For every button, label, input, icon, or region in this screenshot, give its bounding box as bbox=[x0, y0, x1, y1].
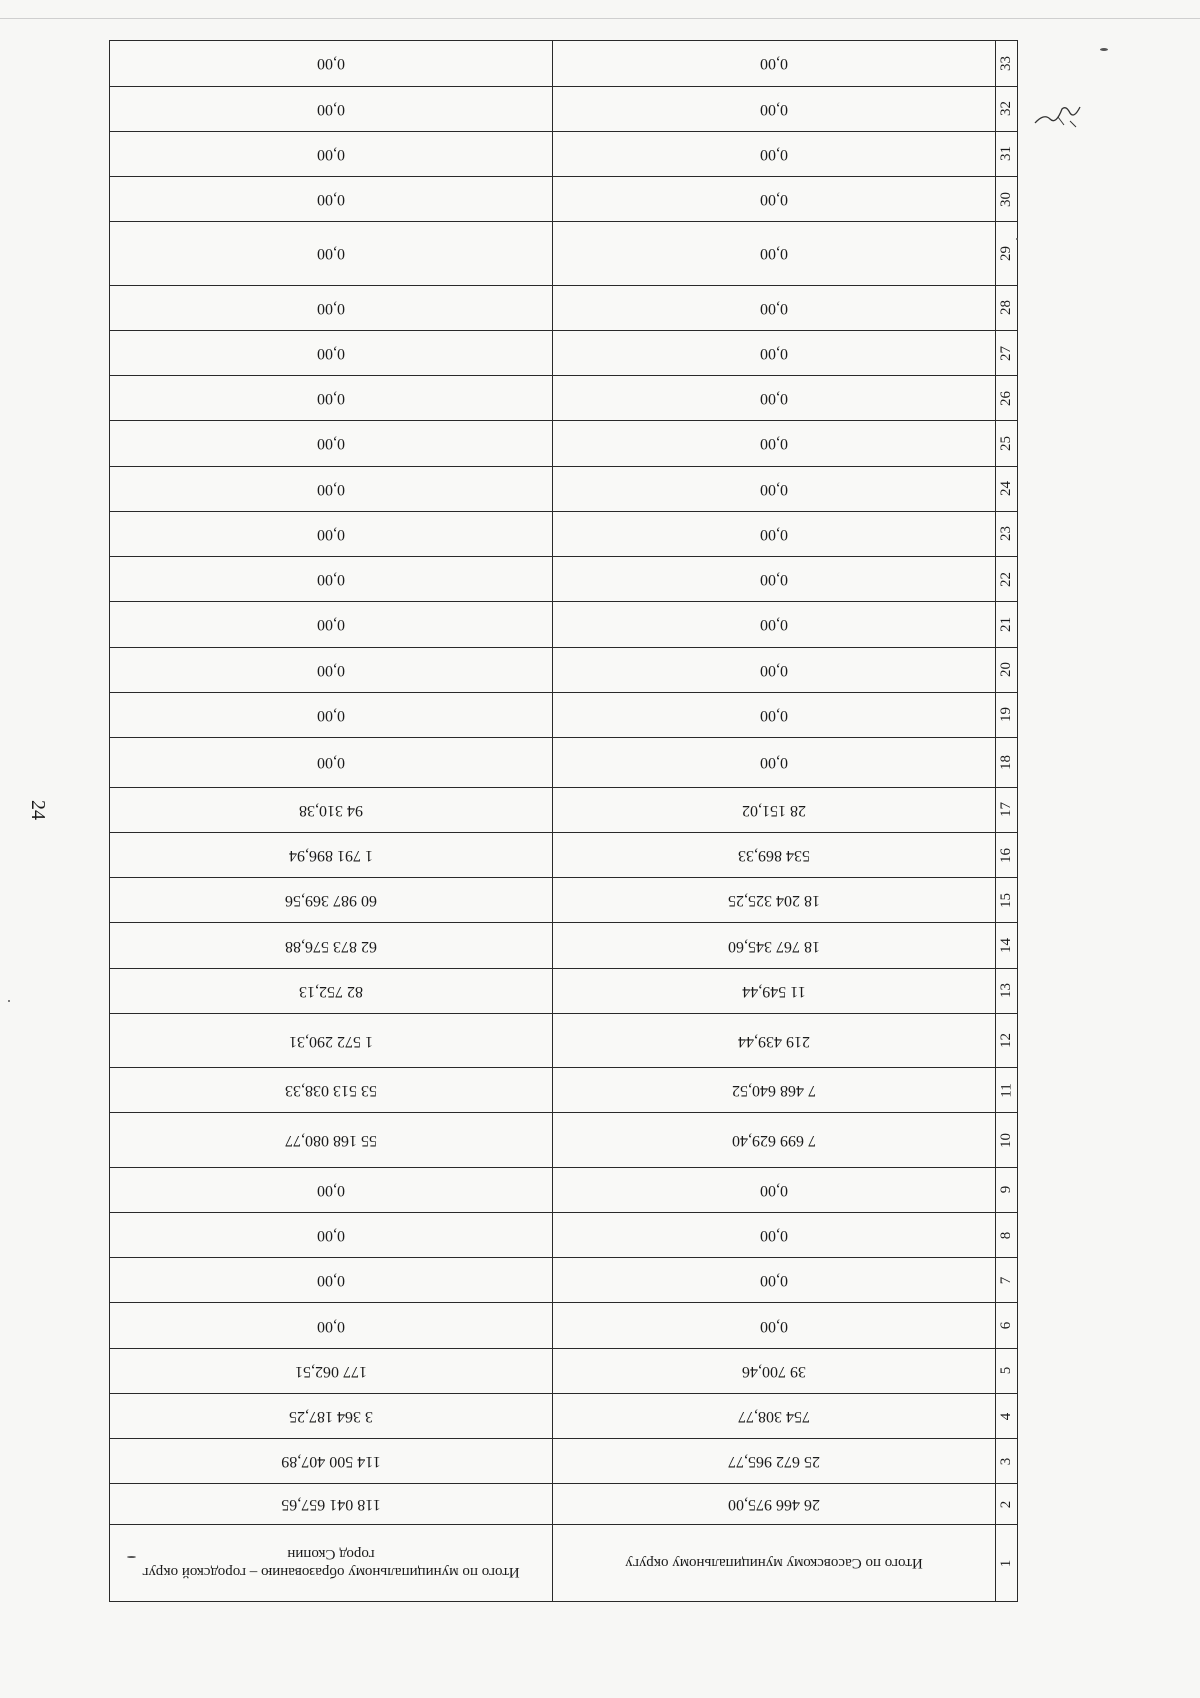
table-row bbox=[110, 41, 1018, 87]
skopin-value-cell: 0,00 bbox=[110, 177, 553, 222]
sasovo-value-cell: 0,00 bbox=[553, 1303, 996, 1348]
skopin-value-cell: 0,00 bbox=[110, 557, 553, 602]
row-number-cell bbox=[996, 511, 1018, 556]
skopin-value-cell: 0,00 bbox=[110, 602, 553, 647]
row-number-cell bbox=[996, 1303, 1018, 1348]
row-number: 20 bbox=[998, 662, 1014, 678]
row-number: 18 bbox=[998, 754, 1014, 770]
skopin-value-cell: 0,00 bbox=[110, 285, 553, 330]
skopin-value-cell: 1 572 290,31 bbox=[110, 1013, 553, 1067]
sasovo-value-cell: 0,00 bbox=[553, 177, 996, 222]
sasovo-value-cell: 0,00 bbox=[553, 330, 996, 375]
row-number: 32 bbox=[998, 101, 1014, 117]
table-row bbox=[110, 421, 1018, 466]
table-row bbox=[110, 602, 1018, 647]
row-number: 31 bbox=[998, 146, 1014, 162]
skopin-value-cell: 0,00 bbox=[110, 376, 553, 421]
row-number: 15 bbox=[998, 892, 1014, 908]
table-row bbox=[110, 1439, 1018, 1484]
row-number-cell bbox=[996, 1167, 1018, 1212]
sasovo-value-cell: 0,00 bbox=[553, 466, 996, 511]
row-number-cell bbox=[996, 647, 1018, 692]
skopin-value-cell: 0,00 bbox=[110, 466, 553, 511]
row-number: 3 bbox=[998, 1457, 1014, 1466]
skopin-value-cell: 60 987 369,56 bbox=[110, 878, 553, 923]
row-number: 17 bbox=[998, 802, 1014, 818]
skopin-value-cell: 53 513 038,33 bbox=[110, 1068, 553, 1113]
table-row bbox=[110, 692, 1018, 737]
skopin-value-cell: 0,00 bbox=[110, 222, 553, 285]
row-number-cell bbox=[996, 1439, 1018, 1484]
sasovo-value-cell: 0,00 bbox=[553, 1258, 996, 1303]
sasovo-value-cell: 18 767 345,60 bbox=[553, 923, 996, 968]
skopin-value-cell: 0,00 bbox=[110, 421, 553, 466]
row-number-cell bbox=[996, 787, 1018, 832]
table-row bbox=[110, 787, 1018, 832]
row-number-cell bbox=[996, 285, 1018, 330]
row-number-cell bbox=[996, 692, 1018, 737]
sasovo-value-cell: 26 466 975,00 bbox=[553, 1484, 996, 1525]
skopin-value-cell: 0,00 bbox=[110, 692, 553, 737]
rotated-table-frame bbox=[110, 40, 1018, 1602]
row-number: 27 bbox=[998, 345, 1014, 361]
row-number-cell bbox=[996, 1068, 1018, 1113]
skopin-value-cell: 0,00 bbox=[110, 1212, 553, 1257]
row-number: 33 bbox=[998, 55, 1014, 71]
header-skopin-city: Итого по муниципальному образованию – городской округ город Скопин bbox=[110, 1525, 553, 1602]
row-number-cell bbox=[996, 738, 1018, 788]
sasovo-value-cell: 7 699 629,40 bbox=[553, 1113, 996, 1167]
sasovo-value-cell: 39 700,46 bbox=[553, 1348, 996, 1393]
table-row bbox=[110, 557, 1018, 602]
row-number: 29 bbox=[998, 245, 1014, 261]
table-row bbox=[110, 330, 1018, 375]
skopin-value-cell: 1 791 896,94 bbox=[110, 833, 553, 878]
skopin-value-cell: 0,00 bbox=[110, 330, 553, 375]
row-number-cell bbox=[996, 1393, 1018, 1438]
row-number: 24 bbox=[998, 481, 1014, 497]
row-number-cell bbox=[996, 602, 1018, 647]
sasovo-value-cell: 0,00 bbox=[553, 131, 996, 176]
row-number-cell bbox=[996, 557, 1018, 602]
scan-speck bbox=[127, 1556, 136, 1558]
row-number-cell bbox=[996, 330, 1018, 375]
sasovo-value-cell: 0,00 bbox=[553, 602, 996, 647]
row-number: 22 bbox=[998, 571, 1014, 587]
sasovo-value-cell: 0,00 bbox=[553, 41, 996, 87]
row-number-cell bbox=[996, 376, 1018, 421]
skopin-value-cell: 0,00 bbox=[110, 647, 553, 692]
row-number: 26 bbox=[998, 390, 1014, 406]
row-number-cell bbox=[996, 923, 1018, 968]
handwritten-mark bbox=[1030, 95, 1090, 135]
sasovo-value-cell: 28 151,02 bbox=[553, 787, 996, 832]
table-row bbox=[110, 923, 1018, 968]
row-number-cell bbox=[996, 41, 1018, 87]
row-number-cell bbox=[996, 466, 1018, 511]
table-row bbox=[110, 466, 1018, 511]
sasovo-value-cell: 0,00 bbox=[553, 738, 996, 788]
row-number-cell bbox=[996, 86, 1018, 131]
row-number: 16 bbox=[998, 847, 1014, 863]
row-number: 28 bbox=[998, 300, 1014, 316]
row-number-cell bbox=[996, 878, 1018, 923]
row-number-cell bbox=[996, 222, 1018, 285]
budget-table bbox=[109, 40, 1018, 1602]
table-row bbox=[110, 738, 1018, 788]
row-number-cell bbox=[996, 421, 1018, 466]
row-number: 14 bbox=[998, 938, 1014, 954]
table-row bbox=[110, 285, 1018, 330]
sasovo-value-cell: 0,00 bbox=[553, 285, 996, 330]
sasovo-value-cell: 219 439,44 bbox=[553, 1013, 996, 1067]
table-row bbox=[110, 1484, 1018, 1525]
row-number: 4 bbox=[998, 1412, 1014, 1420]
row-number: 6 bbox=[998, 1321, 1014, 1330]
skopin-value-cell: 3 364 187,25 bbox=[110, 1393, 553, 1438]
table-row bbox=[110, 177, 1018, 222]
sasovo-value-cell: 0,00 bbox=[553, 421, 996, 466]
table-row bbox=[110, 1212, 1018, 1257]
table-row bbox=[110, 1167, 1018, 1212]
sasovo-value-cell: 0,00 bbox=[553, 647, 996, 692]
table-row bbox=[110, 1113, 1018, 1167]
row-number-cell bbox=[996, 1348, 1018, 1393]
skopin-value-cell: 114 500 407,89 bbox=[110, 1439, 553, 1484]
row-number-cell bbox=[996, 1258, 1018, 1303]
skopin-value-cell: 0,00 bbox=[110, 1167, 553, 1212]
table-row bbox=[110, 222, 1018, 285]
table-row bbox=[110, 833, 1018, 878]
row-number-cell bbox=[996, 1484, 1018, 1525]
sasovo-value-cell: 534 869,33 bbox=[553, 833, 996, 878]
skopin-value-cell: 0,00 bbox=[110, 1258, 553, 1303]
row-number-cell bbox=[996, 1525, 1018, 1602]
row-number-cell bbox=[996, 1013, 1018, 1067]
row-number: 10 bbox=[998, 1132, 1014, 1148]
page-number: 24 bbox=[27, 800, 50, 820]
sasovo-value-cell: 7 468 640,52 bbox=[553, 1068, 996, 1113]
row-number-cell bbox=[996, 1113, 1018, 1167]
table-row bbox=[110, 376, 1018, 421]
table-header-row bbox=[110, 1525, 1018, 1602]
scan-speck bbox=[8, 1000, 10, 1002]
row-number: 30 bbox=[998, 191, 1014, 207]
table-row bbox=[110, 86, 1018, 131]
sasovo-value-cell: 0,00 bbox=[553, 692, 996, 737]
sasovo-value-cell: 754 308,77 bbox=[553, 1393, 996, 1438]
skopin-value-cell: 0,00 bbox=[110, 86, 553, 131]
header-sasovo-district: Итого по Сасовскому муниципальному округу bbox=[553, 1525, 996, 1602]
skopin-value-cell: 0,00 bbox=[110, 738, 553, 788]
skopin-value-cell: 177 062,51 bbox=[110, 1348, 553, 1393]
sasovo-value-cell: 11 549,44 bbox=[553, 968, 996, 1013]
row-number-cell bbox=[996, 131, 1018, 176]
row-number: 5 bbox=[998, 1367, 1014, 1375]
row-number: 25 bbox=[998, 435, 1014, 451]
skopin-value-cell: 0,00 bbox=[110, 41, 553, 87]
row-number: 11 bbox=[998, 1083, 1015, 1098]
table-row bbox=[110, 1013, 1018, 1067]
row-number: 1 bbox=[998, 1559, 1014, 1567]
skopin-value-cell: 118 041 657,65 bbox=[110, 1484, 553, 1525]
skopin-value-cell: 94 310,38 bbox=[110, 787, 553, 832]
sasovo-value-cell: 25 672 965,77 bbox=[553, 1439, 996, 1484]
table-row bbox=[110, 131, 1018, 176]
table-row bbox=[110, 1393, 1018, 1438]
row-number: 13 bbox=[998, 983, 1014, 999]
row-number-cell bbox=[996, 833, 1018, 878]
row-number: 7 bbox=[998, 1276, 1014, 1285]
skopin-value-cell: 82 752,13 bbox=[110, 968, 553, 1013]
sasovo-value-cell: 0,00 bbox=[553, 1167, 996, 1212]
table-row bbox=[110, 1303, 1018, 1348]
row-number: 9 bbox=[998, 1186, 1014, 1194]
sasovo-value-cell: 0,00 bbox=[553, 376, 996, 421]
table-row bbox=[110, 878, 1018, 923]
skopin-value-cell: 0,00 bbox=[110, 131, 553, 176]
row-number-cell bbox=[996, 968, 1018, 1013]
table-row bbox=[110, 1068, 1018, 1113]
sasovo-value-cell: 18 204 325,25 bbox=[553, 878, 996, 923]
table-row bbox=[110, 647, 1018, 692]
scan-edge-line bbox=[0, 18, 1200, 19]
sasovo-value-cell: 0,00 bbox=[553, 1212, 996, 1257]
table-row bbox=[110, 968, 1018, 1013]
scan-speck bbox=[1016, 238, 1018, 240]
table-row bbox=[110, 1258, 1018, 1303]
sasovo-value-cell: 0,00 bbox=[553, 511, 996, 556]
row-number: 8 bbox=[998, 1231, 1014, 1239]
skopin-value-cell: 0,00 bbox=[110, 1303, 553, 1348]
row-number: 12 bbox=[998, 1033, 1014, 1049]
row-number: 21 bbox=[998, 616, 1014, 632]
table-body bbox=[110, 41, 1018, 1602]
scan-speck bbox=[1100, 48, 1108, 51]
row-number: 19 bbox=[998, 707, 1014, 723]
row-number: 2 bbox=[998, 1500, 1014, 1508]
skopin-value-cell: 62 873 576,88 bbox=[110, 923, 553, 968]
skopin-value-cell: 55 168 080,77 bbox=[110, 1113, 553, 1167]
table-row bbox=[110, 511, 1018, 556]
table-row bbox=[110, 1348, 1018, 1393]
sasovo-value-cell: 0,00 bbox=[553, 222, 996, 285]
sasovo-value-cell: 0,00 bbox=[553, 86, 996, 131]
row-number-cell bbox=[996, 177, 1018, 222]
skopin-value-cell: 0,00 bbox=[110, 511, 553, 556]
row-number: 23 bbox=[998, 526, 1014, 542]
row-number-cell bbox=[996, 1212, 1018, 1257]
sasovo-value-cell: 0,00 bbox=[553, 557, 996, 602]
